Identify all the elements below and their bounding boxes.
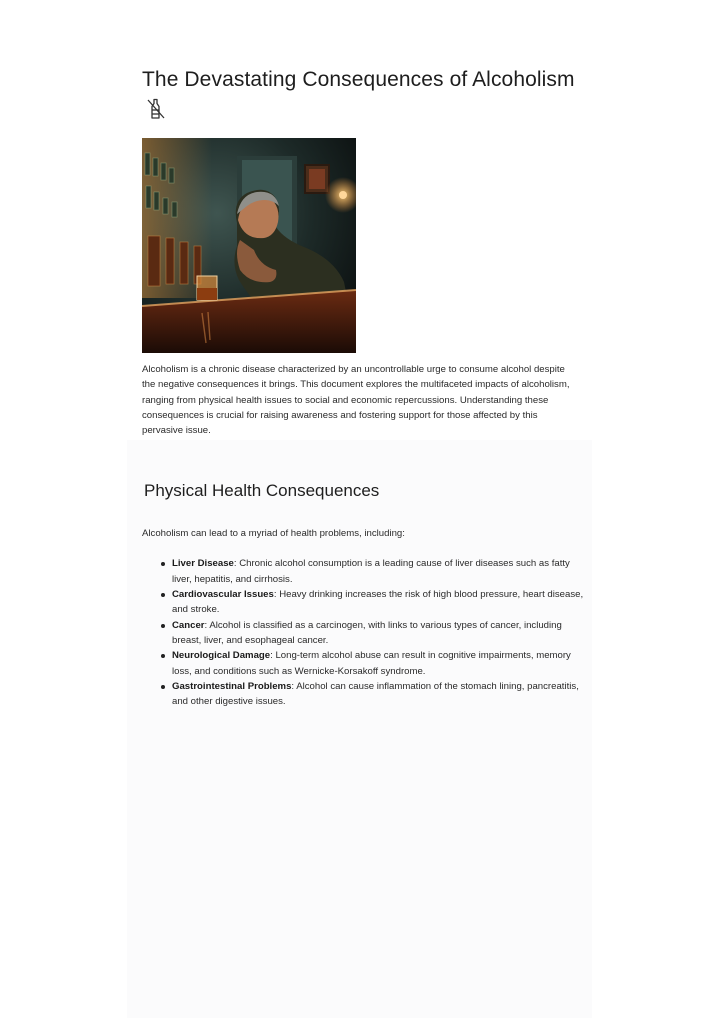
list-item <box>172 556 584 587</box>
list-item-term: Gastrointestinal Problems <box>172 680 292 692</box>
list-item <box>172 618 584 649</box>
list-item-term: Cardiovascular Issues <box>172 589 274 601</box>
section-lead: Alcoholism can lead to a myriad of health problems, including: <box>142 528 405 540</box>
list-item-text: : Long-term alcohol abuse can result in cognitive impairments, memory loss, and conditions such as Wernicke-Korsakoff syndrome. <box>172 650 571 677</box>
intro-paragraph: Alcoholism is a chronic disease characterized by an uncontrollable urge to consume alcohol despite the negative consequences it brings. This document explores the multifaceted impacts of alcoholism, ranging from physical health issues to social and economic repercussions. Understanding these consequences is crucial for raising awareness and fostering support for those affected by this pervasive issue. <box>142 364 570 437</box>
list-item-text: : Alcohol is classified as a carcinogen, with links to various types of cancer, including breast, liver, and esophageal cancer. <box>172 619 562 646</box>
document-body <box>142 64 582 709</box>
list-item-text: : Chronic alcohol consumption is a leading cause of liver diseases such as fatty liver, hepatitis, and cirrhosis. <box>172 558 570 585</box>
list-item <box>172 587 584 618</box>
list-item <box>172 679 584 710</box>
list-item <box>172 648 584 679</box>
list-item-text: : Alcohol can cause inflammation of the stomach lining, pancreatitis, and other digestive issues. <box>172 680 579 708</box>
page-title <box>142 64 582 130</box>
man-at-bar-with-whiskey-image <box>142 138 356 353</box>
list-item-term: Neurological Damage <box>172 650 271 662</box>
health-problems-list <box>142 556 582 709</box>
no-alcohol-icon <box>145 97 167 130</box>
list-item-term: Liver Disease <box>172 558 234 570</box>
page-title-text: The Devastating Consequences of Alcoholism <box>142 68 575 91</box>
list-item-text: : Heavy drinking increases the risk of high blood pressure, heart disease, and stroke. <box>172 589 584 616</box>
section-heading: Physical Health Consequences <box>144 481 380 501</box>
list-item-term: Cancer <box>172 619 205 631</box>
